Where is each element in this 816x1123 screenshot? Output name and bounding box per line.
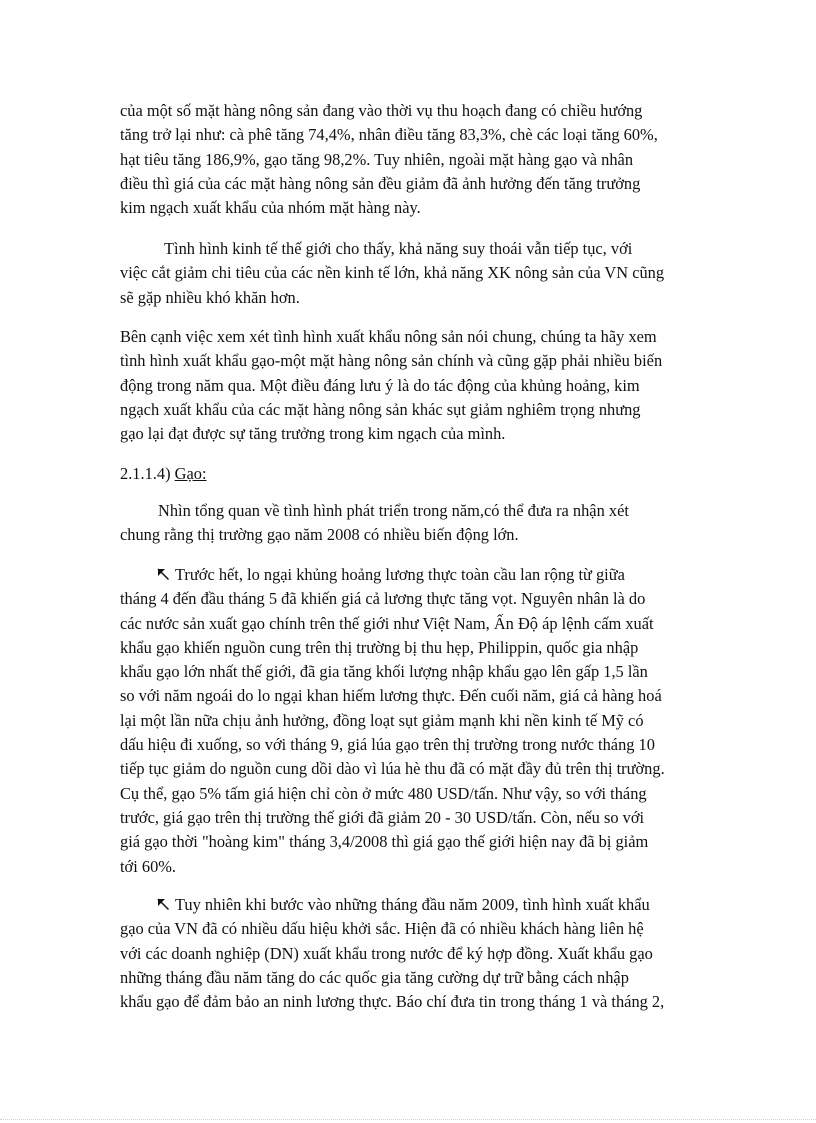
text-line: Cụ thể, gạo 5% tấm giá hiện chỉ còn ở mức 480 USD/tấn. Như vậy, so với tháng <box>120 783 647 803</box>
text-line: những tháng đầu năm tăng do các quốc gia tăng cường dự trữ bằng cách nhập <box>120 967 629 987</box>
text-line: các nước sản xuất gạo chính trên thế giới như Việt Nam, Ấn Độ áp lệnh cấm xuất <box>120 613 654 633</box>
text-line: sẽ gặp nhiều khó khăn hơn. <box>120 287 300 307</box>
text-line: chung rằng thị trường gạo năm 2008 có nhiều biến động lớn. <box>120 525 519 545</box>
page-bottom-border <box>0 1119 816 1120</box>
text-line: dấu hiệu đi xuống, so với tháng 9, giá lúa gạo trên thị trường trong nước tháng 10 <box>120 735 655 755</box>
text-line: Tình hình kinh tế thế giới cho thấy, khả năng suy thoái vẫn tiếp tục, với <box>164 239 633 258</box>
text-line: hạt tiêu tăng 186,9%, gạo tăng 98,2%. Tuy nhiên, ngoài mặt hàng gạo và nhân <box>120 149 634 169</box>
text-line: kim ngạch xuất khẩu của nhóm mặt hàng này. <box>120 198 421 218</box>
text-line: Nhìn tổng quan về tình hình phát triển trong năm,có thể đưa ra nhận xét <box>158 501 629 520</box>
text-line: Trước hết, lo ngại khủng hoảng lương thực toàn cầu lan rộng từ giữa <box>175 565 625 584</box>
text-line: tháng 4 đến đầu tháng 5 đã khiến giá cả lương thực tăng vọt. Nguyên nhân là do <box>120 589 646 609</box>
text-line: ngạch xuất khẩu của các mặt hàng nông sản khác sụt giảm nghiêm trọng nhưng <box>120 399 641 419</box>
arrow-up-left-icon <box>157 568 170 581</box>
paragraph-world-economy <box>120 237 700 310</box>
text-line: Bên cạnh việc xem xét tình hình xuất khẩu nông sản nói chung, chúng ta hãy xem <box>120 327 657 346</box>
text-line: của một số mặt hàng nông sản đang vào thời vụ thu hoạch đang có chiều hướng <box>120 101 643 120</box>
text-line: tăng trở lại như: cà phê tăng 74,4%, nhân điều tăng 83,3%, chè các loại tăng 60%, <box>120 125 658 145</box>
bullet-paragraph <box>120 563 700 879</box>
text-line: việc cắt giảm chi tiêu của các nền kinh tế lớn, khả năng XK nông sản của VN cũng <box>120 263 665 283</box>
paragraph-export-growth <box>120 99 700 220</box>
text-line: khẩu gạo lớn nhất thế giới, đã gia tăng khối lượng nhập khẩu gạo lên gấp 1,5 lần <box>120 662 648 682</box>
bullet-paragraph <box>120 893 700 1014</box>
text-line: khẩu gạo khiến nguồn cung trên thị trường bị thu hẹp, Philippin, quốc gia nhập <box>120 637 639 657</box>
section-title: Gạo: <box>174 464 207 483</box>
text-line: so với năm ngoái do lo ngại khan hiếm lương thực. Đến cuối năm, giá cả hàng hoá <box>120 686 662 706</box>
text-line: giá gạo thời "hoàng kim" tháng 3,4/2008 thì giá gạo thế giới hiện nay đã bị giảm <box>120 832 649 852</box>
paragraph-intro <box>120 499 700 548</box>
text-line: tình hình xuất khẩu gạo-một mặt hàng nông sản chính và cũng gặp phải nhiều biến <box>120 351 663 371</box>
text-line: lại một lần nữa chịu ảnh hưởng, đồng loạt sụt giảm mạnh khi nền kinh tế Mỹ có <box>120 710 644 730</box>
text-line: gạo lại đạt được sự tăng trưởng trong kim ngạch của mình. <box>120 424 506 444</box>
text-line: động trong năm qua. Một điều đáng lưu ý là do tác động của khủng hoảng, kim <box>120 375 640 395</box>
text-line: Tuy nhiên khi bước vào những tháng đầu năm 2009, tình hình xuất khẩu <box>175 895 650 914</box>
section-heading <box>120 462 700 486</box>
text-line: khẩu gạo để đảm bảo an ninh lương thực. Báo chí đưa tin trong tháng 1 và tháng 2, <box>120 992 665 1012</box>
section-number: 2.1.1.4) <box>120 464 171 483</box>
text-line: tiếp tục giảm do nguồn cung dồi dào vì lúa hè thu đã có mặt đầy đủ trên thị trường. <box>120 759 665 779</box>
text-line: với các doanh nghiệp (DN) xuất khẩu trong nước để ký hợp đồng. Xuất khẩu gạo <box>120 943 653 963</box>
text-line: trước, giá gạo trên thị trường thế giới đã giảm 20 - 30 USD/tấn. Còn, nếu so với <box>120 807 645 827</box>
text-line: điều thì giá của các mặt hàng nông sản đều giảm đã ảnh hưởng đến tăng trưởng <box>120 173 641 193</box>
arrow-up-left-icon <box>157 898 170 911</box>
text-line: gạo của VN đã có nhiều dấu hiệu khởi sắc. Hiện đã có nhiều khách hàng liên hệ <box>120 919 644 939</box>
paragraph-rice-overview <box>120 325 700 446</box>
text-line: tới 60%. <box>120 856 177 876</box>
